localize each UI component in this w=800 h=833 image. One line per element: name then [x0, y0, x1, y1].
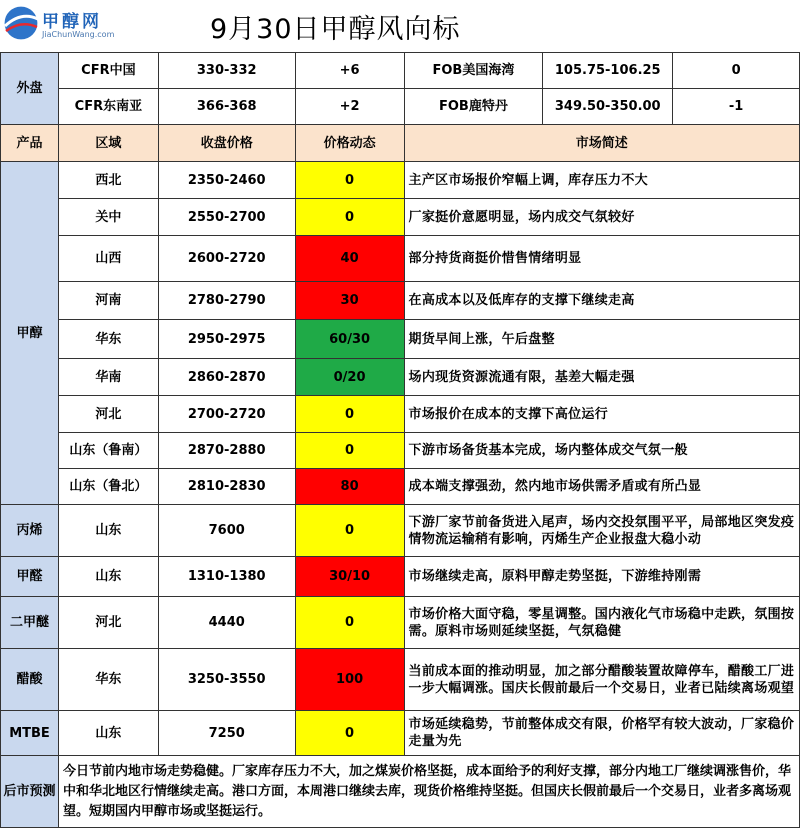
region-cell: 华南	[58, 359, 158, 396]
page-title: 9月30日甲醇风向标	[210, 14, 461, 45]
summary-cell: 下游市场备货基本完成，场内整体成交气氛一般	[404, 433, 799, 469]
product-label: 二甲醚	[1, 597, 59, 649]
forecast-label: 后市预测	[1, 756, 59, 828]
external-label: 外盘	[1, 53, 59, 125]
price-move-cell: 0	[295, 199, 404, 236]
region-cell: 山东（鲁北）	[58, 469, 158, 505]
col-price-move: 价格动态	[295, 125, 404, 162]
methanol-row	[1, 396, 800, 433]
price-move-cell: 40	[295, 236, 404, 282]
ext-price: 366-368	[158, 89, 295, 125]
price-move-cell: 0	[295, 711, 404, 756]
ext-price: 349.50-350.00	[543, 89, 673, 125]
methanol-row	[1, 236, 800, 282]
region-cell: 河南	[58, 282, 158, 320]
price-move-cell: 0	[295, 162, 404, 199]
col-product: 产品	[1, 125, 59, 162]
product-row	[1, 649, 800, 711]
region-cell: 山西	[58, 236, 158, 282]
ext-name: CFR中国	[58, 53, 158, 89]
globe-logo-icon	[2, 3, 40, 43]
forecast-row	[1, 756, 800, 828]
ext-name: FOB鹿特丹	[404, 89, 543, 125]
product-label: MTBE	[1, 711, 59, 756]
price-cell: 2870-2880	[158, 433, 295, 469]
price-move-cell: 0	[295, 597, 404, 649]
summary-cell: 场内现货资源流通有限，基差大幅走强	[404, 359, 799, 396]
region-cell: 华东	[58, 320, 158, 359]
ext-change: +6	[295, 53, 404, 89]
methanol-row	[1, 359, 800, 396]
region-cell: 山东	[58, 557, 158, 597]
price-cell: 1310-1380	[158, 557, 295, 597]
summary-cell: 市场价格大面守稳，零星调整。国内液化气市场稳中走跌，氛围按需。原料市场则延续坚挺，气氛稳健	[404, 597, 799, 649]
price-move-cell: 0/20	[295, 359, 404, 396]
product-row	[1, 711, 800, 756]
price-move-cell: 30/10	[295, 557, 404, 597]
ext-change: -1	[673, 89, 800, 125]
region-cell: 河北	[58, 396, 158, 433]
summary-cell: 主产区市场报价窄幅上调，库存压力不大	[404, 162, 799, 199]
summary-cell: 当前成本面的推动明显，加之部分醋酸装置故障停车，醋酸工厂进一步大幅调涨。国庆长假前最后一个交易日，业者已陆续离场观望	[404, 649, 799, 711]
price-cell: 2780-2790	[158, 282, 295, 320]
product-label: 丙烯	[1, 505, 59, 557]
summary-cell: 市场延续稳势，节前整体成交有限，价格罕有较大波动，厂家稳价走量为先	[404, 711, 799, 756]
logo-url: JiaChunWang.com	[42, 30, 115, 39]
summary-cell: 部分持货商挺价惜售情绪明显	[404, 236, 799, 282]
ext-change: +2	[295, 89, 404, 125]
price-cell: 2810-2830	[158, 469, 295, 505]
price-cell: 2600-2720	[158, 236, 295, 282]
price-cell: 3250-3550	[158, 649, 295, 711]
forecast-text: 今日节前内地市场走势稳健。厂家库存压力不大，加之煤炭价格坚挺，成本面给予的利好支撑，部分内地工厂继续调涨售价，华中和华北地区行情继续走高。港口方面，本周港口继续去库，现货价格维持坚挺。但国庆长假前最后一个交易日，业者多离场观望。短期国内甲醇市场或坚挺运行。	[58, 756, 799, 828]
price-move-cell: 80	[295, 469, 404, 505]
product-row	[1, 597, 800, 649]
methanol-row	[1, 282, 800, 320]
price-cell: 2950-2975	[158, 320, 295, 359]
price-cell: 2350-2460	[158, 162, 295, 199]
ext-name: CFR东南亚	[58, 89, 158, 125]
summary-cell: 成本端支撑强劲，然内地市场供需矛盾或有所凸显	[404, 469, 799, 505]
ext-price: 330-332	[158, 53, 295, 89]
methanol-row	[1, 162, 800, 199]
price-cell: 2860-2870	[158, 359, 295, 396]
region-cell: 山东	[58, 505, 158, 557]
region-cell: 山东（鲁南）	[58, 433, 158, 469]
external-row	[1, 53, 800, 89]
methanol-row	[1, 199, 800, 236]
region-cell: 山东	[58, 711, 158, 756]
product-row	[1, 505, 800, 557]
summary-cell: 在高成本以及低库存的支撑下继续走高	[404, 282, 799, 320]
product-label: 甲醛	[1, 557, 59, 597]
region-cell: 关中	[58, 199, 158, 236]
methanol-row	[1, 320, 800, 359]
external-row	[1, 89, 800, 125]
region-cell: 河北	[58, 597, 158, 649]
methanol-row	[1, 469, 800, 505]
price-cell: 2700-2720	[158, 396, 295, 433]
price-move-cell: 0	[295, 396, 404, 433]
column-header-row	[1, 125, 800, 162]
title-bar	[0, 0, 800, 52]
ext-name: FOB美国海湾	[404, 53, 543, 89]
col-summary: 市场简述	[404, 125, 799, 162]
summary-cell: 市场继续走高，原料甲醇走势坚挺，下游维持刚需	[404, 557, 799, 597]
ext-price: 105.75-106.25	[543, 53, 673, 89]
methanol-row	[1, 433, 800, 469]
summary-cell: 市场报价在成本的支撑下高位运行	[404, 396, 799, 433]
price-cell: 7600	[158, 505, 295, 557]
col-close-price: 收盘价格	[158, 125, 295, 162]
summary-cell: 期货早间上涨，午后盘整	[404, 320, 799, 359]
product-label: 醋酸	[1, 649, 59, 711]
price-move-cell: 0	[295, 433, 404, 469]
region-cell: 西北	[58, 162, 158, 199]
price-table	[0, 52, 800, 828]
methanol-label: 甲醇	[1, 162, 59, 505]
price-move-cell: 60/30	[295, 320, 404, 359]
brand-logo	[2, 3, 120, 47]
price-move-cell: 0	[295, 505, 404, 557]
price-move-cell: 100	[295, 649, 404, 711]
price-cell: 7250	[158, 711, 295, 756]
logo-name: 甲醇网	[42, 12, 102, 32]
summary-cell: 厂家挺价意愿明显，场内成交气氛较好	[404, 199, 799, 236]
ext-change: 0	[673, 53, 800, 89]
price-cell: 2550-2700	[158, 199, 295, 236]
col-region: 区域	[58, 125, 158, 162]
product-row	[1, 557, 800, 597]
region-cell: 华东	[58, 649, 158, 711]
summary-cell: 下游厂家节前备货进入尾声，场内交投氛围平平，局部地区突发疫情物流运输稍有影响，丙烯生产企业报盘大稳小动	[404, 505, 799, 557]
price-cell: 4440	[158, 597, 295, 649]
price-move-cell: 30	[295, 282, 404, 320]
